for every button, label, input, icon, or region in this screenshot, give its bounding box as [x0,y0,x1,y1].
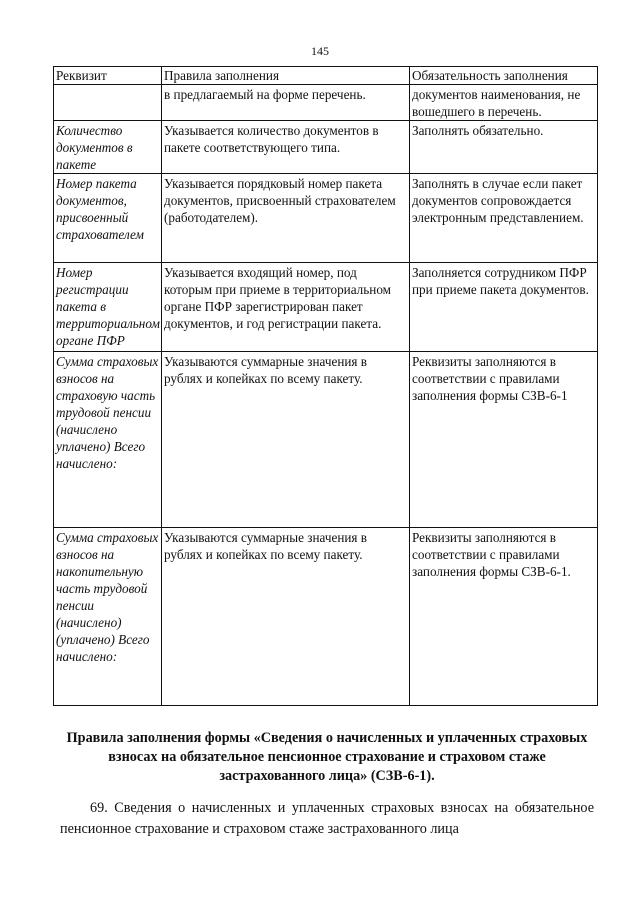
header-rule: Правила заполнения [162,67,410,85]
field-cell: Количество документов в пакете [54,121,162,174]
header-obligation: Обязательность заполнения [410,67,598,85]
obligation-cell: документов наименования, не вошедшего в перечень. [410,85,598,121]
section-title: Правила заполнения формы «Сведения о начисленных и уплаченных страховых взносах на обязательное пенсионное страхование и страховом стаже застрахованного лица» (СЗВ-6-1). [66,730,588,784]
obligation-cell: Заполнять в случае если пакет документов сопровождается электронным представлением. [410,174,598,263]
table-row [54,528,598,706]
field-cell: Сумма страховых взносов на накопительную часть трудовой пенсии (начислено) (уплачено) Всего начислено: [54,528,162,706]
paragraph-69: 69. Сведения о начисленных и уплаченных страховых взносах на обязательное пенсионное страхование и страховом стаже застрахованного лица [60,800,594,837]
obligation-cell: Заполнять обязательно. [410,121,598,174]
obligation-cell: Реквизиты заполняются в соответствии с правилами заполнения формы СЗВ-6-1. [410,528,598,706]
page-number: 145 [311,44,329,58]
field-cell [54,85,162,121]
rule-cell: Указывается порядковый номер пакета документов, присвоенный страхователем (работодателем). [162,174,410,263]
header-field: Реквизит [54,67,162,85]
obligation-cell: Заполняется сотрудником ПФР при приеме пакета документов. [410,263,598,352]
table-row [54,174,598,263]
table-row [54,352,598,528]
table-row [54,121,598,174]
rule-cell: Указываются суммарные значения в рублях и копейках по всему пакету. [162,352,410,528]
rule-cell: Указывается количество документов в пакете соответствующего типа. [162,121,410,174]
table-header-row [54,67,598,85]
field-cell: Сумма страховых взносов на страховую часть трудовой пенсии (начислено уплачено) Всего начислено: [54,352,162,528]
rule-cell: Указываются суммарные значения в рублях и копейках по всему пакету. [162,528,410,706]
obligation-cell: Реквизиты заполняются в соответствии с правилами заполнения формы СЗВ-6-1 [410,352,598,528]
field-cell: Номер регистрации пакета в территориальном органе ПФР [54,263,162,352]
rule-cell: Указывается входящий номер, под которым при приеме в территориальном органе ПФР зарегистрирован пакет документов, и год регистрации пакета. [162,263,410,352]
table-row [54,85,598,121]
field-cell: Номер пакета документов, присвоенный страхователем [54,174,162,263]
rule-cell: в предлагаемый на форме перечень. [162,85,410,121]
table-row [54,263,598,352]
filling-rules-table [53,66,598,706]
